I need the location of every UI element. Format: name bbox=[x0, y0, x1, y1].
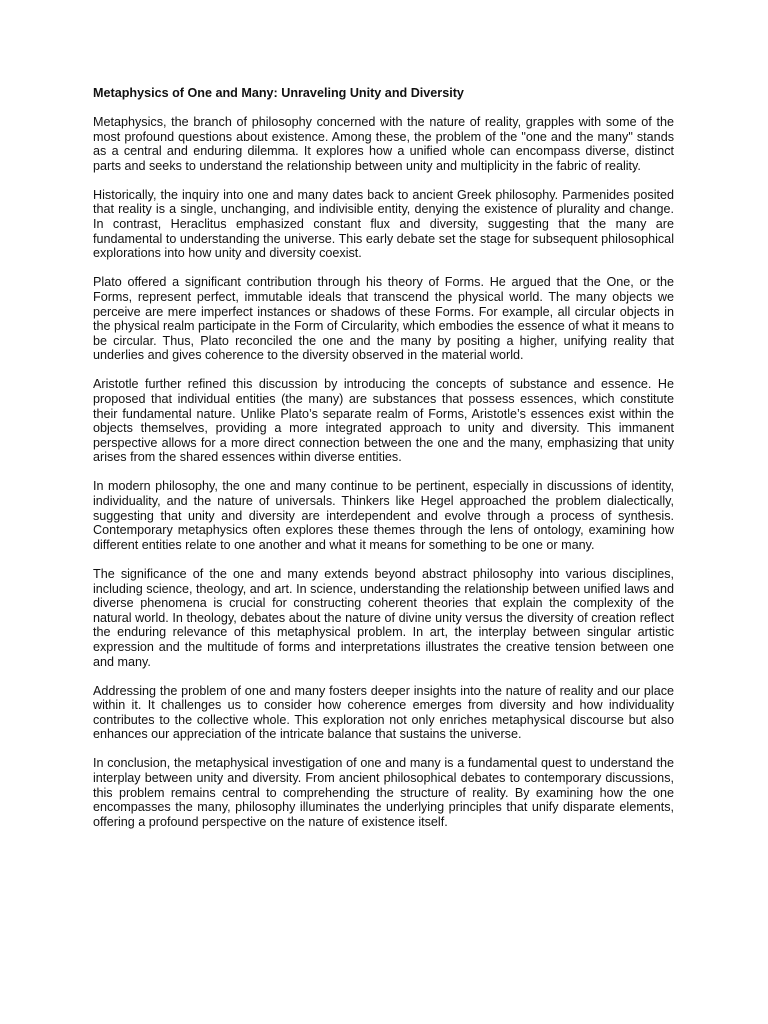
paragraph-1: Metaphysics, the branch of philosophy concerned with the nature of reality, grapples with some of the most profound questions about existence. Among these, the problem of the "one and the many" stands as a central and enduring dilemma. It explores how a unified whole can encompass diverse, distinct parts and seeks to understand the relationship between unity and multiplicity in the fabric of reality. bbox=[93, 115, 674, 173]
paragraph-2: Historically, the inquiry into one and many dates back to ancient Greek philosophy. Parmenides posited that reality is a single, unchanging, and indivisible entity, denying the existence of plurality and change. In contrast, Heraclitus emphasized constant flux and diversity, suggesting that the many are fundamental to understanding the universe. This early debate set the stage for subsequent philosophical explorations into how unity and diversity coexist. bbox=[93, 187, 674, 261]
paragraph-3: Plato offered a significant contribution through his theory of Forms. He argued that the One, or the Forms, represent perfect, immutable ideals that transcend the physical world. The many objects we perceive are mere imperfect instances or shadows of these Forms. For example, all circular objects in the physical realm participate in the Form of Circularity, which embodies the essence of what it means to be circular. Thus, Plato reconciled the one and the many by positing a higher, unifying reality that underlies and gives coherence to the diversity observed in the material world. bbox=[93, 275, 674, 363]
paragraph-5: In modern philosophy, the one and many continue to be pertinent, especially in discussions of identity, individuality, and the nature of universals. Thinkers like Hegel approached the problem dialectically, suggesting that unity and diversity are interdependent and evolve through a process of synthesis. Contemporary metaphysics often explores these themes through the lens of ontology, examining how different entities relate to one another and what it means for something to be one or many. bbox=[93, 479, 674, 552]
paragraph-4: Aristotle further refined this discussion by introducing the concepts of substance and essence. He proposed that individual entities (the many) are substances that possess essences, which constitute their fundamental nature. Unlike Plato’s separate realm of Forms, Aristotle’s essences exist within the objects themselves, providing a more integrated approach to unity and diversity. This immanent perspective allows for a more direct connection between the one and the many, emphasizing that unity arises from the shared essences within diverse entities. bbox=[93, 377, 674, 465]
paragraph-7: Addressing the problem of one and many fosters deeper insights into the nature of reality and our place within it. It challenges us to consider how coherence emerges from diversity and how individuality contributes to the collective whole. This exploration not only enriches metaphysical discourse but also enhances our appreciation of the intricate balance that sustains the universe. bbox=[93, 683, 674, 742]
document-title: Metaphysics of One and Many: Unraveling Unity and Diversity bbox=[93, 86, 464, 100]
paragraph-8: In conclusion, the metaphysical investigation of one and many is a fundamental quest to understand the interplay between unity and diversity. From ancient philosophical debates to contemporary discussions, this problem remains central to comprehending the structure of reality. By examining how the one encompasses the many, philosophy illuminates the underlying principles that unify disparate elements, offering a profound perspective on the nature of existence itself. bbox=[93, 756, 674, 829]
paragraph-6: The significance of the one and many extends beyond abstract philosophy into various disciplines, including science, theology, and art. In science, understanding the relationship between unified laws and diverse phenomena is crucial for constructing coherent theories that explain the complexity of the natural world. In theology, debates about the nature of divine unity versus the diversity of creation reflect the enduring relevance of this metaphysical problem. In art, the interplay between singular artistic expression and the multitude of forms and interpretations illustrates the creative tension between one and many. bbox=[93, 566, 674, 669]
document-page bbox=[93, 86, 674, 844]
